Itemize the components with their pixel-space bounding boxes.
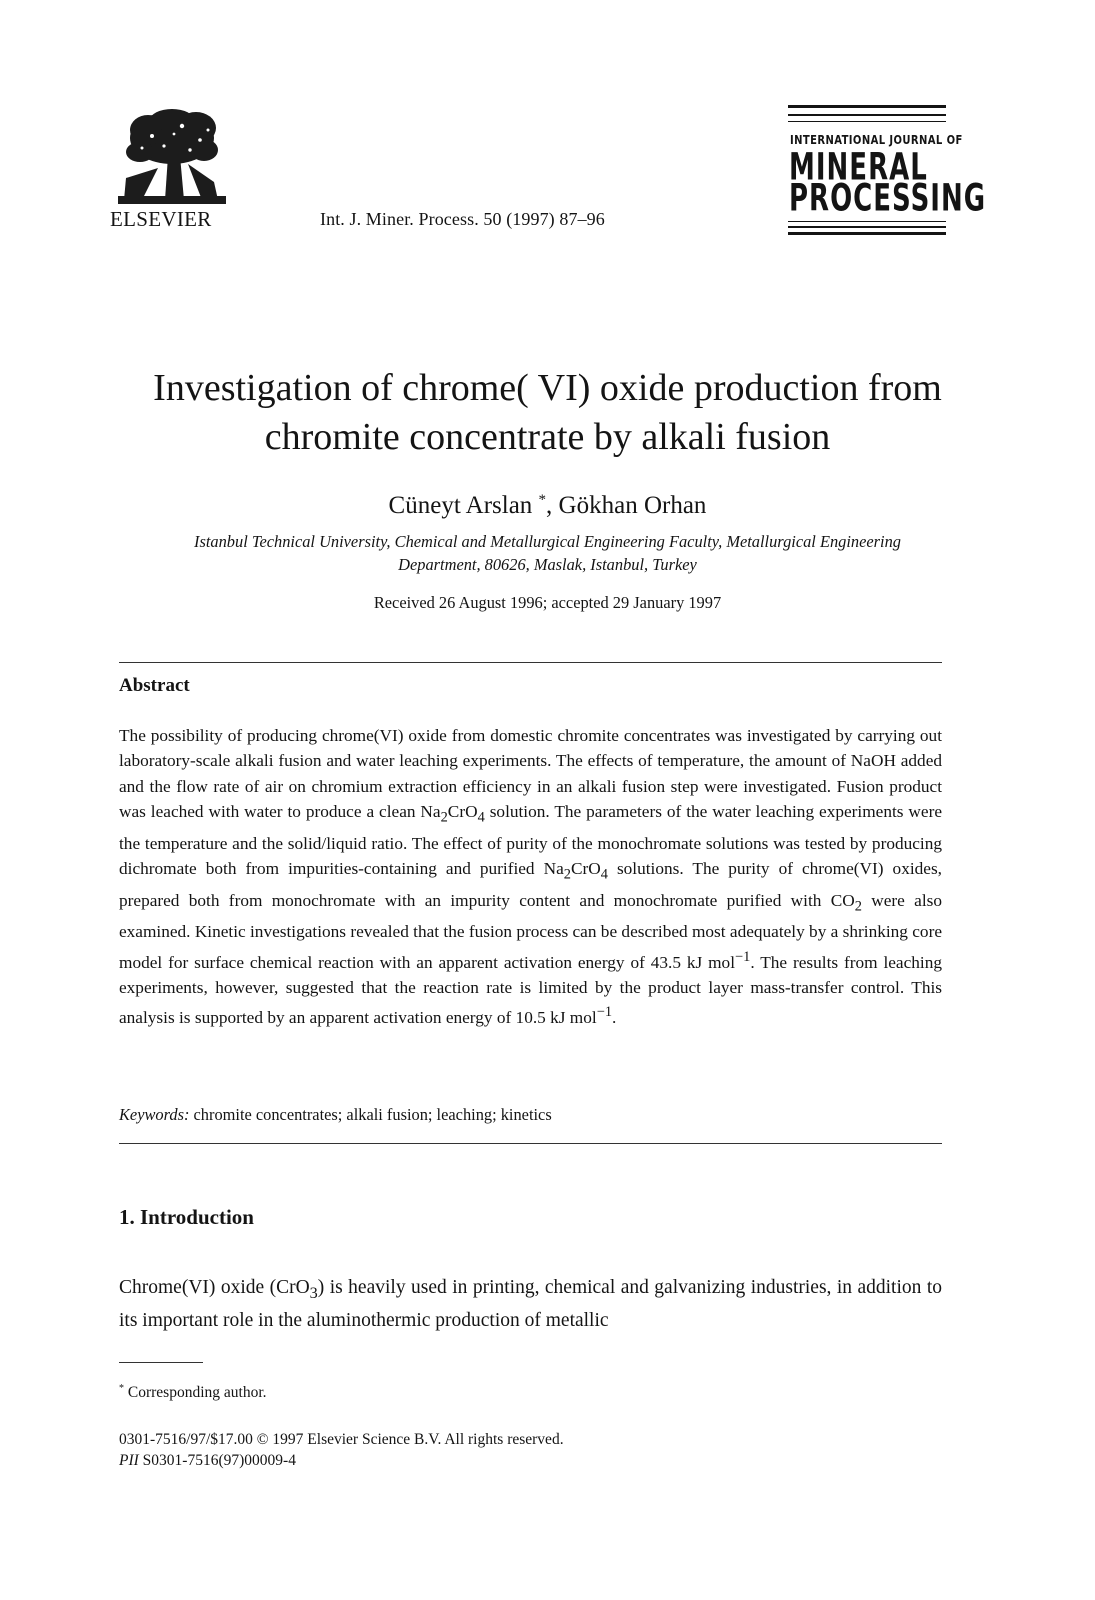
copyright-line: 0301-7516/97/$17.00 © 1997 Elsevier Science B.V. All rights reserved.	[119, 1431, 564, 1448]
subscript: 2	[563, 866, 571, 883]
corresponding-author-mark: *	[538, 492, 547, 508]
article-title	[60, 364, 1035, 462]
subscript: 4	[600, 866, 608, 883]
journal-logo-line3: PROCESSING	[789, 177, 987, 221]
logo-rule	[788, 221, 946, 222]
abstract-run: .	[612, 1007, 617, 1027]
title-line-1: Investigation of chrome( VI) oxide production from	[153, 367, 942, 409]
logo-rule	[788, 226, 946, 228]
abstract-run: solution. The parameters of the water leaching experiments were the temperature and the solid/liquid ratio. The effect of purity of the monochromate solutions was tested by producing dichromate both from impurities-containing and purified Na	[119, 801, 942, 878]
author-name: Cüneyt Arslan	[388, 492, 533, 519]
footnote-mark: *	[119, 1383, 124, 1394]
pii-number: S0301-7516(97)00009-4	[138, 1452, 296, 1469]
affiliation-line-1: Istanbul Technical University, Chemical and Metallurgical Engineering Faculty, Metallurgical Engineering	[194, 532, 901, 551]
abstract-run: CrO	[570, 858, 601, 878]
abstract-run: were also examined. Kinetic investigations revealed that the fusion process can be described most adequately by a shrinking core model for surface chemical reaction with an apparent activation energy of 43.5 kJ mol	[119, 890, 942, 972]
abstract-run: CrO	[447, 801, 478, 821]
logo-rule	[788, 232, 946, 235]
footnote-corresponding-author	[119, 1379, 267, 1403]
journal-logo-line2: MINERAL	[789, 146, 928, 190]
intro-run: ) is heavily used in printing, chemical and galvanizing industries, in addition to its important role in the aluminothermic production of metallic	[119, 1277, 942, 1331]
title-line-2: chromite concentrate by alkali fusion	[264, 416, 831, 458]
abstract-bottom-rule	[119, 1143, 942, 1144]
elsevier-tree-icon	[118, 108, 226, 204]
abstract-heading: Abstract	[119, 675, 190, 696]
affiliation	[60, 530, 1035, 576]
publisher-name: ELSEVIER	[110, 207, 212, 231]
superscript: −1	[596, 1004, 613, 1021]
pii-label: PII	[119, 1452, 139, 1469]
logo-rule	[788, 105, 946, 108]
affiliation-line-2: Department, 80626, Maslak, Istanbul, Turkey	[398, 555, 697, 574]
pii-line	[119, 1450, 296, 1471]
abstract-text	[119, 723, 942, 1030]
introduction-heading: 1. Introduction	[119, 1205, 254, 1229]
journal-logo-line1: INTERNATIONAL JOURNAL OF	[790, 134, 963, 148]
logo-rule	[788, 121, 946, 122]
journal-citation: Int. J. Miner. Process. 50 (1997) 87–96	[320, 209, 605, 229]
subscript: 4	[477, 809, 485, 826]
received-dates: Received 26 August 1996; accepted 29 January 1997	[373, 593, 722, 612]
abstract-run: solutions. The purity of chrome(VI) oxides, prepared both from monochromate with an impurity content and monochromate purified with CO	[119, 858, 942, 910]
introduction-text	[119, 1274, 942, 1335]
author-name: , Gökhan Orhan	[546, 492, 707, 519]
authors	[60, 483, 1035, 523]
abstract-top-rule	[119, 662, 942, 663]
subscript: 2	[854, 898, 862, 915]
subscript: 3	[309, 1283, 318, 1302]
journal-logo	[788, 101, 987, 241]
abstract-run: . The results from leaching experiments, however, suggested that the reaction rate is limited by the product layer mass-transfer control. This analysis is supported by an apparent activation energy of 10.5 kJ mol	[119, 952, 942, 1027]
keywords-list: chromite concentrates; alkali fusion; leaching; kinetics	[189, 1105, 552, 1124]
keywords-label: Keywords:	[119, 1105, 190, 1124]
subscript: 2	[440, 809, 448, 826]
publisher-logo	[110, 108, 234, 232]
logo-rule	[788, 114, 946, 116]
footnote-rule	[119, 1362, 203, 1363]
footnote-text: Corresponding author.	[124, 1384, 267, 1401]
superscript: −1	[735, 948, 751, 965]
intro-run: Chrome(VI) oxide (CrO	[119, 1277, 310, 1298]
keywords	[119, 1104, 942, 1126]
abstract-run: The possibility of producing chrome(VI) oxide from domestic chromite concentrates was investigated by carrying out laboratory-scale alkali fusion and water leaching experiments. The effects of temperature, the amount of NaOH added and the flow rate of air on chromium extraction efficiency in an alkali fusion step were investigated. Fusion product was leached with water to produce a clean Na	[119, 726, 942, 821]
